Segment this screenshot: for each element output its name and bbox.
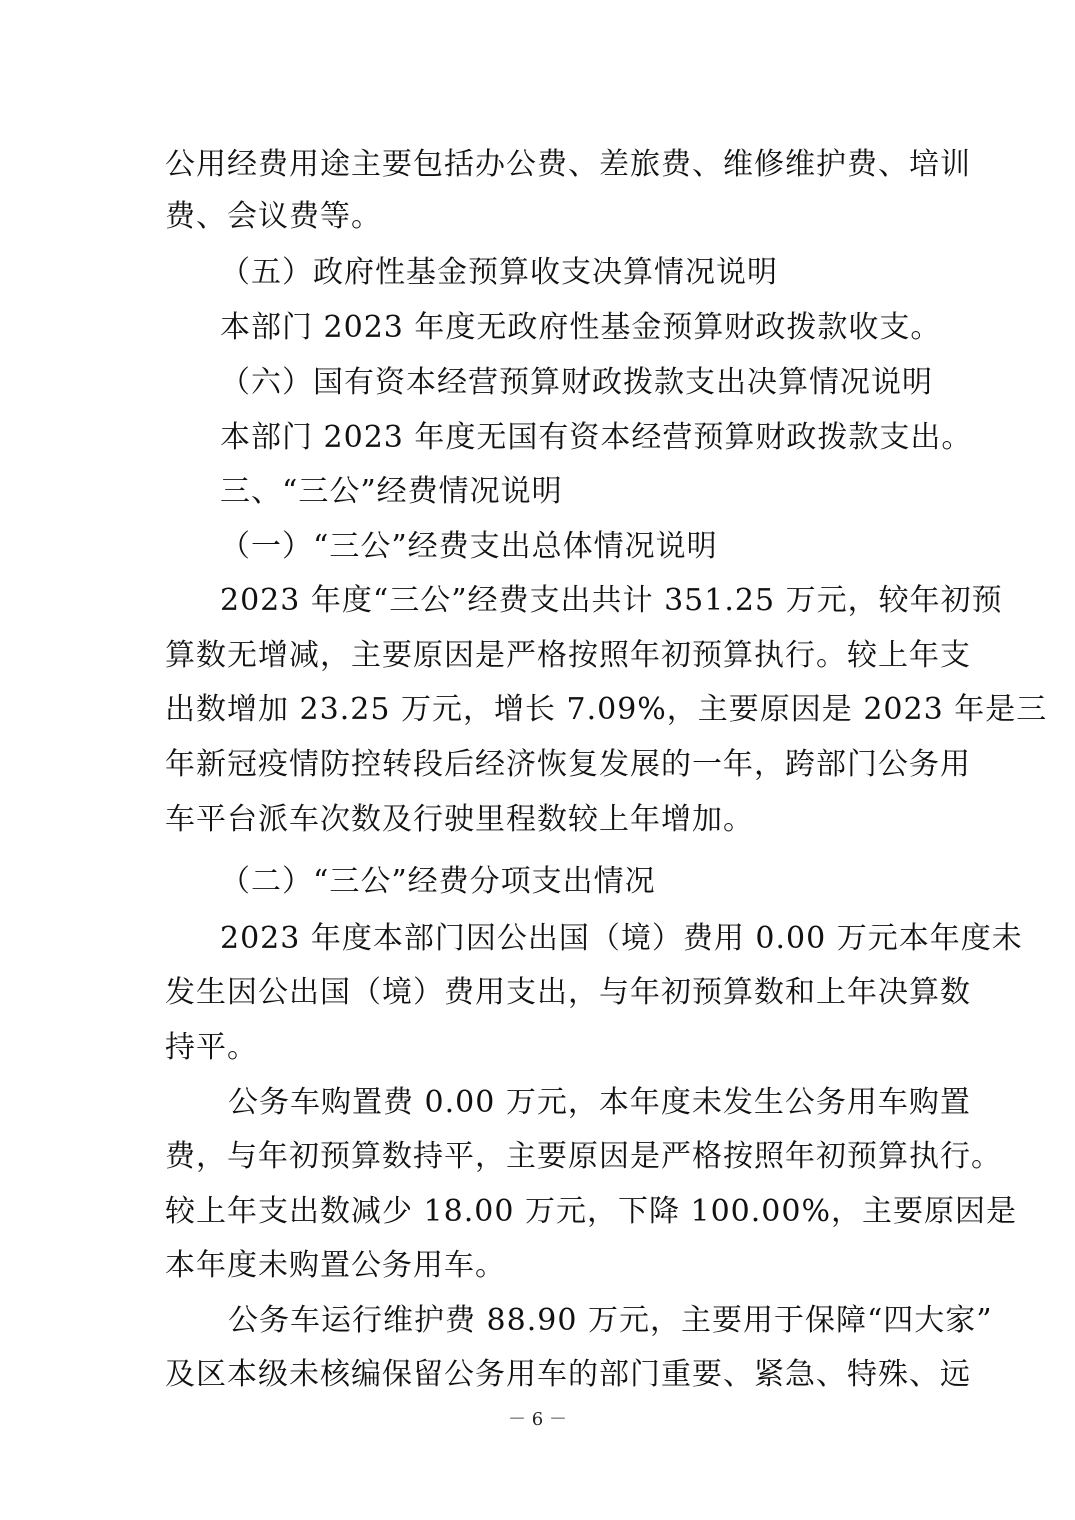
paragraph-line: 车平台派车次数及行驶里程数较上年增加。: [165, 802, 754, 837]
subsection-heading-one: （一）“三公”经费支出总体情况说明: [220, 529, 718, 564]
paragraph-line: 本部门 2023 年度无政府性基金预算财政拨款收支。: [220, 310, 942, 345]
paragraph-line: 算数无增减，主要原因是严格按照年初预算执行。较上年支: [165, 638, 971, 673]
paragraph-line: 年新冠疫情防控转段后经济恢复发展的一年，跨部门公务用: [165, 747, 971, 782]
paragraph-line: 公务车购置费 0.00 万元，本年度未发生公务用车购置: [228, 1085, 971, 1120]
paragraph-line: 2023 年度本部门因公出国（境）费用 0.00 万元本年度未: [220, 921, 1023, 956]
paragraph-line: 及区本级未核编保留公务用车的部门重要、紧急、特殊、远: [165, 1357, 971, 1392]
paragraph-line: 费，与年初预算数持平，主要原因是严格按照年初预算执行。: [165, 1139, 1002, 1174]
paragraph-line: 较上年支出数减少 18.00 万元，下降 100.00%，主要原因是: [165, 1194, 1017, 1229]
paragraph-line: 本年度未购置公务用车。: [165, 1248, 506, 1283]
section-heading-six: （六）国有资本经营预算财政拨款支出决算情况说明: [220, 365, 933, 400]
paragraph-line: 公用经费用途主要包括办公费、差旅费、维修维护费、培训: [165, 147, 971, 182]
page-number: － 6 －: [508, 1409, 567, 1430]
paragraph-line: 出数增加 23.25 万元，增长 7.09%，主要原因是 2023 年是三: [165, 692, 1048, 727]
paragraph-line: 持平。: [165, 1030, 258, 1065]
paragraph-line: 本部门 2023 年度无国有资本经营预算财政拨款支出。: [220, 420, 973, 455]
subsection-heading-two: （二）“三公”经费分项支出情况: [220, 864, 656, 899]
paragraph-line: 发生因公出国（境）费用支出，与年初预算数和上年决算数: [165, 975, 971, 1010]
paragraph-line: 2023 年度“三公”经费支出共计 351.25 万元，较年初预: [220, 583, 1003, 618]
section-heading-five: （五）政府性基金预算收支决算情况说明: [220, 255, 778, 290]
paragraph-line: 费、会议费等。: [165, 199, 382, 234]
paragraph-line: 公务车运行维护费 88.90 万元，主要用于保障“四大家”: [228, 1303, 993, 1338]
section-heading-three: 三、“三公”经费情况说明: [220, 474, 563, 509]
